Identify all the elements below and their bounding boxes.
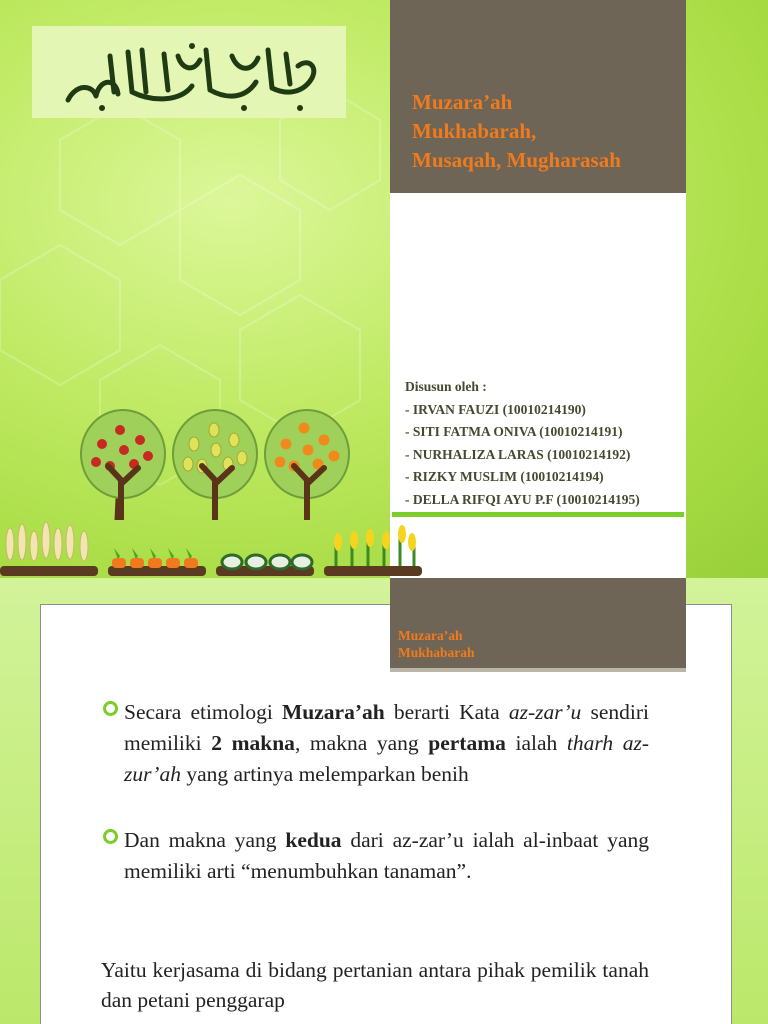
carrot-icon <box>108 548 206 576</box>
heading-line: Muzara’ah <box>398 628 463 643</box>
term: pertama <box>428 731 506 755</box>
pear-tree-icon <box>172 408 258 520</box>
corn-icon <box>324 525 422 576</box>
member-line: - DELLA RIFQI AYU P.F (10010214195) <box>405 491 640 507</box>
term: kedua <box>285 828 342 852</box>
bismillah-banner <box>32 26 346 118</box>
bismillah-calligraphy-icon <box>32 26 346 118</box>
text: Secara etimologi <box>124 700 282 724</box>
arabic-term: az-zar’u <box>508 700 582 724</box>
heading-shadow <box>390 668 686 672</box>
bullet-second-meaning <box>124 825 649 887</box>
title-line: Musaqah, Mugharasah <box>412 148 621 172</box>
text: yang artinya melemparkan benih <box>180 762 469 786</box>
text: berarti Kata <box>384 700 509 724</box>
text: , makna yang <box>294 731 429 755</box>
bullet-circle-icon <box>102 700 119 717</box>
arabic-term: tharh az-zur’ah <box>124 731 649 786</box>
member-line: - RIZKY MUSLIM (10010214194) <box>405 469 604 484</box>
bullet-circle-icon <box>102 828 119 845</box>
cabbage-icon <box>216 555 314 576</box>
text: sendiri memiliki <box>124 700 649 755</box>
term: Muzara’ah <box>282 700 385 724</box>
member-line: - NURHALIZA LARAS (10010214192) <box>405 446 631 462</box>
heading-line: Mukhabarah <box>398 645 475 660</box>
apple-tree-icon <box>80 408 166 520</box>
wheat-icon <box>0 522 98 576</box>
title-line: Mukhabarah, <box>412 119 537 143</box>
presentation-title <box>412 88 682 175</box>
text: dari az-zar’u ialah al-inbaat yang memiliki arti “menumbuhkan tanaman”. <box>124 828 649 883</box>
text: Dan makna yang <box>124 828 286 852</box>
definition-paragraph: Yaitu kerjasama di bidang pertanian antara pihak pemilik tanah dan petani penggarap <box>101 958 649 1012</box>
slide-heading <box>398 627 668 661</box>
member-line: - SITI FATMA ONIVA (10010214191) <box>405 424 623 439</box>
credits-heading: Disusun oleh : <box>405 379 487 394</box>
accent-line <box>392 512 684 517</box>
crops-row <box>0 520 430 578</box>
text: ialah <box>505 731 567 755</box>
bullet-etymology <box>124 697 649 790</box>
orange-tree-icon <box>264 408 350 520</box>
credits <box>405 376 690 511</box>
term: 2 makna <box>211 731 295 755</box>
member-line: - IRVAN FAUZI (10010214190) <box>405 401 586 417</box>
title-line: Muzara’ah <box>412 90 513 114</box>
